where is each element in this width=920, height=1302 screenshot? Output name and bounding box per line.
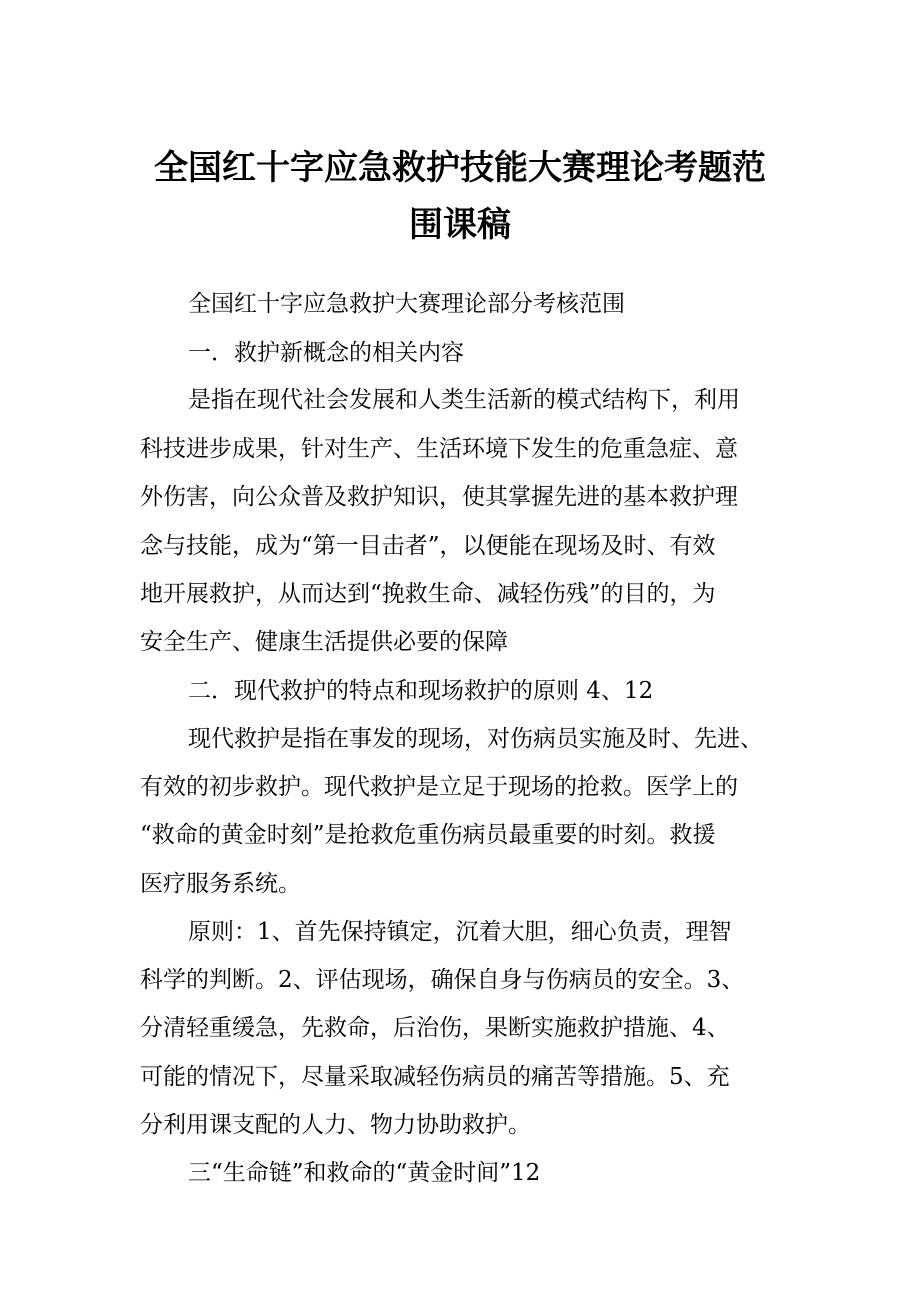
paragraph-line: 现代救护是指在事发的现场，对伤病员实施及时、先进、 <box>188 726 763 752</box>
principles-line: 原则：1、首先保持镇定，沉着大胆，细心负责，理智 <box>188 919 732 945</box>
paragraph-line: “救命的黄金时刻”是抢救危重伤病员最重要的时刻。救援 <box>140 822 716 848</box>
principles-line: 科学的判断。2、评估现场，确保自身与伤病员的安全。3、 <box>140 967 745 993</box>
paragraph-line: 安全生产、健康生活提供必要的保障 <box>140 629 508 655</box>
document-title-line-2: 围课稿 <box>409 205 511 245</box>
principles-line: 分利用课支配的人力、物力协助救护。 <box>140 1112 531 1138</box>
paragraph-line: 外伤害，向公众普及救护知识，使其掌握先进的基本救护理 <box>140 484 738 510</box>
paragraph-line: 地开展救护，从而达到“挽救生命、减轻伤残”的目的，为 <box>140 581 716 607</box>
principles-line: 分清轻重缓急，先救命，后治伤，果断实施救护措施、4、 <box>140 1015 730 1041</box>
paragraph-line: 科技进步成果，针对生产、生活环境下发生的危重急症、意 <box>140 436 738 462</box>
principles-line: 可能的情况下，尽量采取减轻伤病员的痛苦等措施。5、充 <box>140 1064 730 1090</box>
heading-section-2: 二．现代救护的特点和现场救护的原则 4、12 <box>188 678 654 704</box>
paragraph-line: 有效的初步救护。现代救护是立足于现场的抢救。医学上的 <box>140 774 738 800</box>
heading-section-3: 三“生命链”和救命的“黄金时间”12 <box>188 1160 541 1186</box>
paragraph-line: 医疗服务系统。 <box>140 871 301 897</box>
document-title-line-1: 全国红十字应急救护技能大赛理论考题范 <box>154 148 766 188</box>
paragraph-line: 念与技能，成为“第一目击者”，以便能在现场及时、有效 <box>140 533 716 559</box>
paragraph-line: 是指在现代社会发展和人类生活新的模式结构下，利用 <box>188 387 740 413</box>
section-intro: 全国红十字应急救护大赛理论部分考核范围 <box>188 291 625 317</box>
heading-section-1: 一．救护新概念的相关内容 <box>188 340 464 366</box>
